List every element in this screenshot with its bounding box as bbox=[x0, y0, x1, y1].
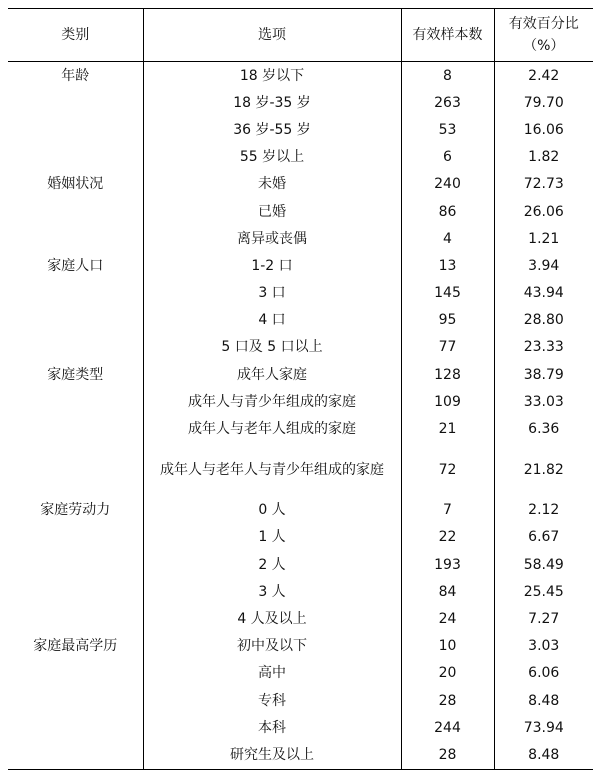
table-row bbox=[8, 524, 593, 551]
table-row bbox=[8, 578, 593, 605]
cell-percent: 23.33 bbox=[494, 334, 593, 361]
header-count: 有效样本数 bbox=[401, 9, 494, 62]
cell-category: 年龄 bbox=[61, 67, 90, 84]
cell-category bbox=[8, 388, 143, 415]
cell-percent: 38.79 bbox=[494, 361, 593, 388]
cell-count: 109 bbox=[401, 388, 494, 415]
cell-category: 婚姻状况 bbox=[47, 176, 104, 193]
cell-count: 84 bbox=[401, 578, 494, 605]
cell-percent: 16.06 bbox=[494, 116, 593, 143]
cell-percent: 43.94 bbox=[494, 280, 593, 307]
table-row bbox=[8, 171, 593, 198]
cell-percent: 58.49 bbox=[494, 551, 593, 578]
cell-category bbox=[8, 307, 143, 334]
cell-percent: 8.48 bbox=[494, 687, 593, 714]
cell-count: 21 bbox=[401, 415, 494, 442]
cell-percent: 8.48 bbox=[494, 741, 593, 769]
cell-count: 263 bbox=[401, 89, 494, 116]
cell-percent: 79.70 bbox=[494, 89, 593, 116]
cell-option: 55 岁以上 bbox=[143, 144, 401, 171]
table-row bbox=[8, 388, 593, 415]
cell-option: 成年人与青少年组成的家庭 bbox=[143, 388, 401, 415]
cell-option: 未婚 bbox=[143, 171, 401, 198]
cell-count: 240 bbox=[401, 171, 494, 198]
cell-count: 145 bbox=[401, 280, 494, 307]
table-row bbox=[8, 443, 593, 497]
cell-count: 7 bbox=[401, 497, 494, 524]
cell-percent: 7.27 bbox=[494, 605, 593, 632]
table-row bbox=[8, 89, 593, 116]
cell-count: 20 bbox=[401, 660, 494, 687]
cell-percent: 3.03 bbox=[494, 633, 593, 660]
cell-option: 离异或丧偶 bbox=[143, 225, 401, 252]
cell-count: 8 bbox=[401, 62, 494, 90]
cell-category: 家庭最高学历 bbox=[33, 638, 118, 655]
cell-category bbox=[8, 714, 143, 741]
cell-count: 193 bbox=[401, 551, 494, 578]
cell-option: 3 口 bbox=[143, 280, 401, 307]
cell-percent: 1.82 bbox=[494, 144, 593, 171]
cell-category bbox=[8, 660, 143, 687]
cell-option: 5 口及 5 口以上 bbox=[143, 334, 401, 361]
header-category: 类别 bbox=[8, 9, 143, 62]
cell-option: 成年人家庭 bbox=[143, 361, 401, 388]
cell-percent: 6.36 bbox=[494, 415, 593, 442]
cell-count: 95 bbox=[401, 307, 494, 334]
cell-option: 专科 bbox=[143, 687, 401, 714]
cell-option: 36 岁-55 岁 bbox=[143, 116, 401, 143]
cell-percent: 33.03 bbox=[494, 388, 593, 415]
cell-option: 1 人 bbox=[143, 524, 401, 551]
cell-percent: 26.06 bbox=[494, 198, 593, 225]
cell-count: 128 bbox=[401, 361, 494, 388]
cell-option: 已婚 bbox=[143, 198, 401, 225]
cell-count: 28 bbox=[401, 741, 494, 769]
cell-option: 4 人及以上 bbox=[143, 605, 401, 632]
cell-category bbox=[8, 280, 143, 307]
table-row bbox=[8, 551, 593, 578]
header-percent bbox=[494, 9, 593, 62]
cell-category bbox=[8, 116, 143, 143]
cell-category: 家庭人口 bbox=[47, 257, 104, 274]
cell-option: 2 人 bbox=[143, 551, 401, 578]
cell-count: 53 bbox=[401, 116, 494, 143]
header-percent-line1: 有效百分比 bbox=[508, 16, 579, 32]
table-row bbox=[8, 415, 593, 442]
cell-count: 10 bbox=[401, 633, 494, 660]
header-row bbox=[8, 9, 593, 62]
table-row bbox=[8, 361, 593, 388]
cell-option: 3 人 bbox=[143, 578, 401, 605]
cell-count: 244 bbox=[401, 714, 494, 741]
cell-count: 24 bbox=[401, 605, 494, 632]
cell-category bbox=[8, 415, 143, 442]
cell-percent: 73.94 bbox=[494, 714, 593, 741]
cell-category: 家庭类型 bbox=[47, 366, 104, 383]
cell-category: 家庭劳动力 bbox=[40, 502, 111, 519]
cell-category bbox=[8, 551, 143, 578]
cell-option: 研究生及以上 bbox=[143, 741, 401, 769]
cell-percent: 28.80 bbox=[494, 307, 593, 334]
table-row bbox=[8, 714, 593, 741]
cell-count: 6 bbox=[401, 144, 494, 171]
cell-category bbox=[8, 198, 143, 225]
table-header bbox=[8, 9, 593, 62]
cell-category bbox=[8, 687, 143, 714]
cell-option: 18 岁-35 岁 bbox=[143, 89, 401, 116]
cell-option: 18 岁以下 bbox=[143, 62, 401, 90]
cell-percent: 1.21 bbox=[494, 225, 593, 252]
cell-category bbox=[8, 225, 143, 252]
cell-percent: 3.94 bbox=[494, 252, 593, 279]
table-row bbox=[8, 307, 593, 334]
cell-count: 86 bbox=[401, 198, 494, 225]
cell-option: 0 人 bbox=[143, 497, 401, 524]
cell-percent: 2.12 bbox=[494, 497, 593, 524]
cell-count: 4 bbox=[401, 225, 494, 252]
cell-category bbox=[8, 741, 143, 769]
cell-category bbox=[8, 443, 143, 497]
table-row bbox=[8, 605, 593, 632]
cell-percent: 6.06 bbox=[494, 660, 593, 687]
table-row bbox=[8, 497, 593, 524]
cell-category bbox=[8, 334, 143, 361]
table-row bbox=[8, 198, 593, 225]
cell-percent: 25.45 bbox=[494, 578, 593, 605]
cell-option: 本科 bbox=[143, 714, 401, 741]
cell-category bbox=[8, 89, 143, 116]
cell-count: 77 bbox=[401, 334, 494, 361]
cell-count: 13 bbox=[401, 252, 494, 279]
table-row bbox=[8, 741, 593, 769]
cell-category bbox=[8, 144, 143, 171]
table-row bbox=[8, 687, 593, 714]
demographics-table bbox=[8, 8, 593, 770]
cell-count: 72 bbox=[401, 443, 494, 497]
table-row bbox=[8, 633, 593, 660]
table-row bbox=[8, 660, 593, 687]
table-body bbox=[8, 62, 593, 770]
table-row bbox=[8, 225, 593, 252]
table-row bbox=[8, 252, 593, 279]
table-row bbox=[8, 116, 593, 143]
cell-category bbox=[8, 605, 143, 632]
table-row bbox=[8, 280, 593, 307]
cell-category bbox=[8, 524, 143, 551]
table-row bbox=[8, 144, 593, 171]
cell-option: 成年人与老年人与青少年组成的家庭 bbox=[143, 443, 401, 497]
cell-option: 4 口 bbox=[143, 307, 401, 334]
cell-count: 28 bbox=[401, 687, 494, 714]
cell-option: 1-2 口 bbox=[143, 252, 401, 279]
header-option: 选项 bbox=[143, 9, 401, 62]
cell-option: 高中 bbox=[143, 660, 401, 687]
cell-percent: 6.67 bbox=[494, 524, 593, 551]
cell-option: 初中及以下 bbox=[143, 633, 401, 660]
cell-percent: 21.82 bbox=[494, 443, 593, 497]
cell-percent: 2.42 bbox=[494, 62, 593, 90]
cell-percent: 72.73 bbox=[494, 171, 593, 198]
cell-category bbox=[8, 578, 143, 605]
cell-count: 22 bbox=[401, 524, 494, 551]
cell-option: 成年人与老年人组成的家庭 bbox=[143, 415, 401, 442]
table-row bbox=[8, 62, 593, 90]
table-row bbox=[8, 334, 593, 361]
header-percent-line2: （%） bbox=[523, 38, 565, 54]
